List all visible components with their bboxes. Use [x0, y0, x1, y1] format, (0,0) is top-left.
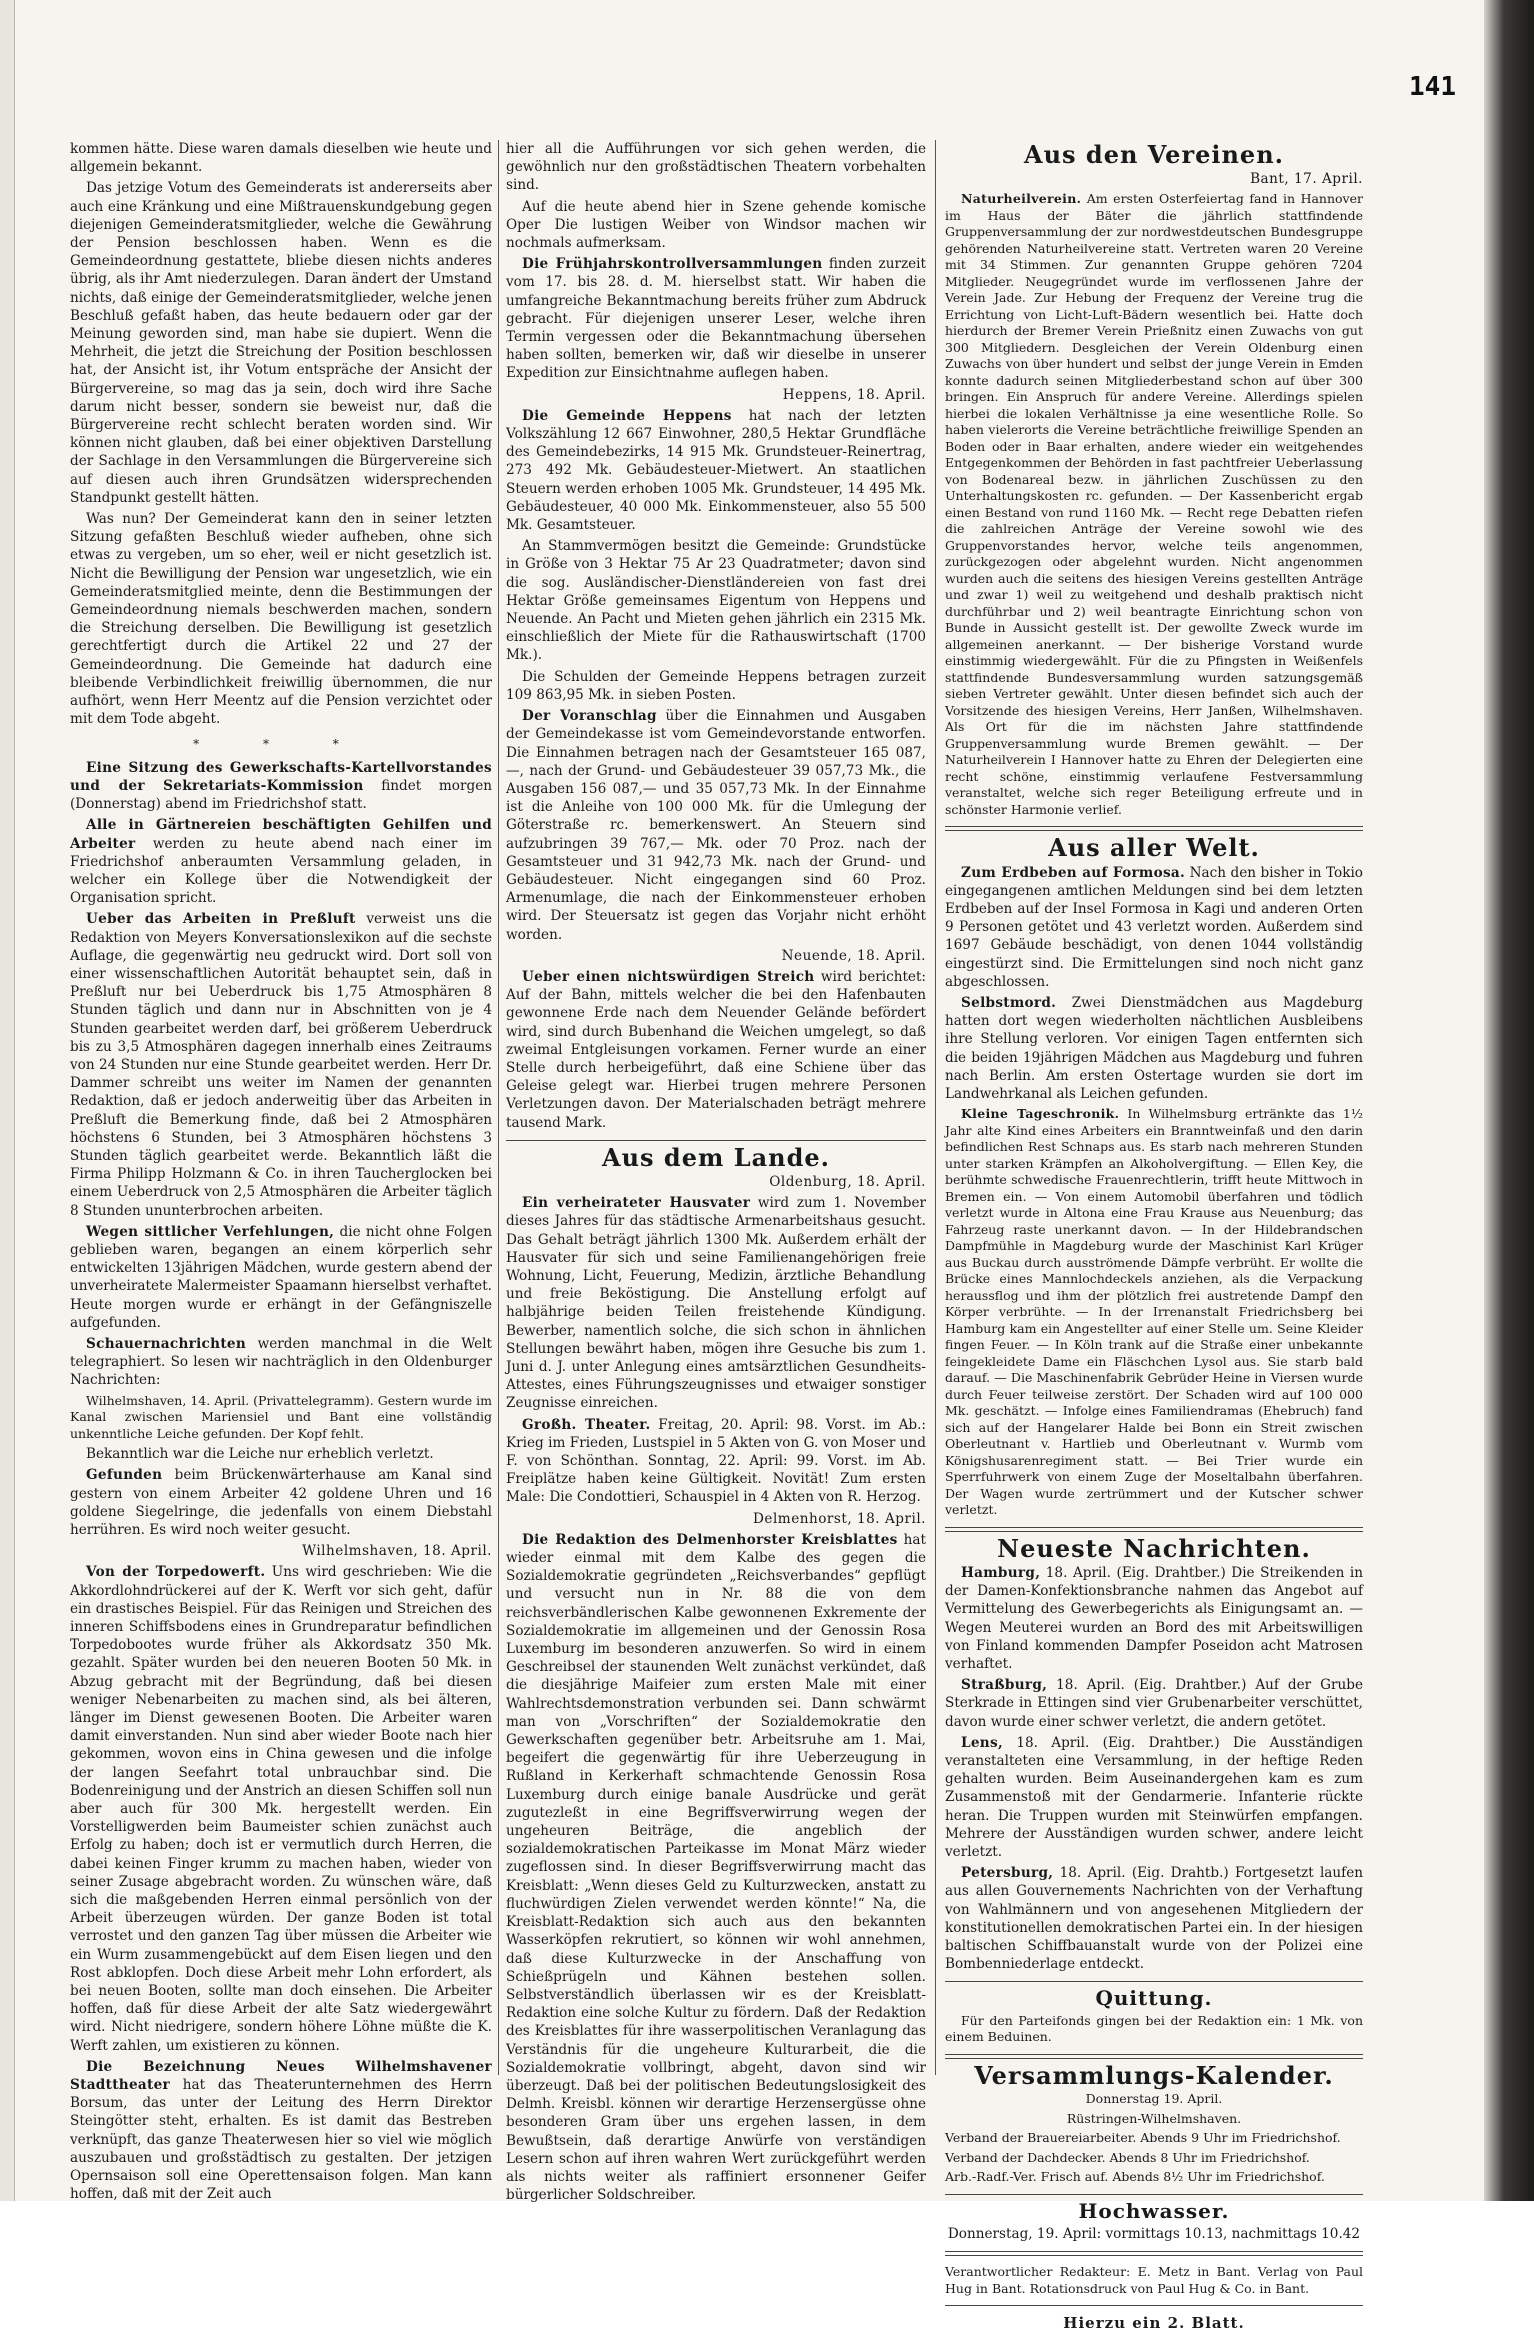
quote-text: Wilhelmshaven, 14. April. (Privattelegramm). Gestern wurde im Kanal zwischen Mariensiel und Bant eine vollständig unkenntliche Leiche gefunden. Der Kopf fehlt.: [70, 1392, 492, 1441]
calendar-entry: Arb.-Radf.-Ver. Frisch auf. Abends 8½ Uhr im Friedrichshof.: [945, 2169, 1325, 2185]
calendar-entry: Verband der Dachdecker. Abends 8 Uhr im Friedrichshof.: [945, 2149, 1310, 2165]
section-divider: [945, 2194, 1363, 2195]
news-item: [945, 1864, 1363, 1973]
news-headline: Straßburg,: [961, 1677, 1048, 1694]
calendar-place: Rüstringen-Wilhelmshaven.: [1066, 2110, 1242, 2126]
dateline: Heppens, 18. April.: [782, 386, 926, 403]
news-item: [945, 1564, 1363, 1673]
news-headline: Wegen sittlicher Verfehlungen,: [86, 1223, 335, 1240]
news-body: hat wieder einmal mit dem Kalbe des gegen die Sozialdemokratie gegründeten „Reichsverbandes“ gepflügt und versucht nun in Nr. 88 die von dem reichsverbändlerischen Kalbe gewonnenen Exkremente der Sozialdemokratie im allgemeinen und der Genossin Rosa Luxemburg im besonderen anzuwerfen. So wird in einem Geschreibsel der staunenden Welt zunächst verkündet, daß die diesjährige Maifeier zum ersten Male mit einer Wahlrechtsdemonstration verbunden sei. Dann schwärmt man von „Vorschriften“ der Sozialdemokratie den Gewerkschaften gegenüber betr. Arbeitsruhe am 1. Mai, begeifert die gegenwärtig für ihre Ueberzeugung in Rußland in Kerkerhaft schmachtende Genossin Rosa Luxemburg durch einige banale Ausdrücke und gerät zugutezleßt in eine Begriffsverwirrung wegen der ungeheuren Beiträge, die angeblich der sozialdemokratischen Parteikasse im Monat März wieder zugeflossen sind. In dieser Begriffsverwirrung macht das Kreisblatt: „Wenn dieses Geld zu Kulturzwecken, anstatt zu fluchwürdigen Zielen verwendet werden könnte!“ Na, die Kreisblatt-Redaktion sich auch aus den bekannten Wasserköpfen rekrutiert, so können wir wohl annehmen, daß diese Kulturzwecke in der Anschaffung von Schießprügeln und Kähnen bestehen sollen. Selbstverständlich überlassen wir es der Kreisblatt-Redaktion eine solche Kultur zu fördern. Daß der Redaktion des Kreisblattes für ihre wasserpolitischen Veranlagung das Verständnis für die ungeheure Kulturarbeit, die die Sozialdemokratie vollbringt, abgeht, davon sind wir überzeugt. Daß bei der politischen Bedeutungslosigkeit des Delmh. Kreisbl. können wir derartige Herzensergüsse ohne besonderen Gram über uns ergehen lassen, in dem Bewußtsein, daß derartige Anwürfe von verständigen Lesern schon auf ihren wahren Wert zurückgeführt werden als nichts weiter als raffiniert ersonnener Geifer bürgerlicher Soldschreiber.: [506, 1531, 926, 2204]
calendar-date: Donnerstag 19. April.: [1085, 2091, 1223, 2107]
dateline: Neuende, 18. April.: [781, 947, 926, 964]
news-item: [506, 1531, 926, 2205]
hochwasser-text: Donnerstag, 19. April: vormittags 10.13, nachmittags 10.42: [947, 2226, 1361, 2243]
news-item: [945, 1676, 1363, 1731]
news-headline: Alle in Gärtnereien beschäftigten Gehilfen und Arbeiter: [70, 817, 492, 852]
news-body: wird zum 1. November dieses Jahres für das städtische Armenarbeitshaus gesucht. Das Gehalt beträgt jährlich 1300 Mk. Außerdem erhält der Hausvater für sich und seine Familienangehörigen freie Wohnung, Licht, Feuerung, Medizin, ärztliche Behandlung und freie Beköstigung. Die Anstellung erfolgt auf halbjährige beiden Teilen freistehende Kündigung. Bewerber, namentlich solche, die sich schon in ähnlichen Stellungen bewährt haben, mögen ihre Gesuche bis zum 1. Juni d. J. unter Anlegung eines amtsärztlichen Gesundheits-Attestes, eines Führungszeugnisses und etwaiger sonstiger Zeugnisse einreichen.: [506, 1195, 926, 1412]
section-heading: Versammlungs-Kalender.: [974, 2060, 1334, 2090]
news-body: 18. April. (Eig. Drahtber.) Die Streikenden in der Damen-Konfektionsbranche nahmen das Angebot auf Vermittelung des Gewerbegerichts als Einigungsamt an. — Wegen Meuterei wurden an Bord des mit Arbeitswilligen von Finland kommenden Dampfer Poseidon acht Matrosen verhaftet.: [945, 1564, 1363, 1672]
dateline: Bant, 17. April.: [1250, 171, 1363, 188]
impressum: Verantwortlicher Redakteur: E. Metz in Bant. Verlag von Paul Hug in Bant. Rotationsdruck von Paul Hug & Co. in Bant.: [945, 2264, 1363, 2296]
section-heading: Aus den Vereinen.: [1023, 140, 1285, 169]
news-item: [506, 1416, 926, 1507]
column-1: [70, 140, 492, 2206]
section-divider: [945, 2305, 1363, 2306]
article-text: Auf die heute abend hier in Szene gehende komische Oper Die lustigen Weiber von Windsor machen wir nochmals aufmerksam.: [506, 198, 926, 252]
news-item: [945, 994, 1363, 1103]
news-body: Zwei Dienstmädchen aus Magdeburg hatten dort wegen wiederholten nächtlichen Ausbleibens ihre Stellung verloren. Vor einigen Tagen entfernten sich die beiden 19jährigen Mädchen aus Magdeburg und fuhren nach Berlin. Am ersten Ostertage wurden sie dort im Landwehrkanal als Leichen gefunden.: [945, 995, 1363, 1103]
section-heading: Quittung.: [1095, 1986, 1213, 2011]
section-heading: Neueste Nachrichten.: [997, 1533, 1311, 1563]
article-text: hier all die Aufführungen vor sich gehen werden, die gewöhnlich nur den großstädtischen Theatern vorbehalten sind.: [506, 141, 926, 194]
news-body: Am ersten Osterfeiertag fand in Hannover im Haus der Bäter die jährlich stattfindende Gruppenversammlung der zur nordwestdeutschen Bundesgruppe gehörenden Naturheilvereine statt. Vertreten waren 20 Vereine mit 34 Stimmen. Zur genannten Gruppe gehören 7204 Mitglieder. Neugegründet wurde im verflossenen Jahre der Verein Jade. Zur Hebung der Frequenz der Vereine trug die Errichtung von Licht-Luft-Bädern wesentlich bei. Hatte doch hierdurch der Bremer Verein Prießnitz einen Zuwachs von gut 300 Mitgliedern. Desgleichen der Verein Oldenburg einen Zuwachs von über hundert und selbst der junge Verein in Emden konnte dadurch seinen Mitgliederbestand schon auf über 300 bringen. Ein Anspruch für andere Vereine. Allerdings spielen hierbei die lokalen Verhältnisse ja eine wesentliche Rolle. So haben vielerorts die Vereine beträchtliche freiwillige Spenden an Boden oder in Baar erhalten, andere wieder ein weitgehendes Entgegenkommen der Behörden in fast pachtfreier Ueberlassung von Bodenareal bezw. in jährlichen Zuschüssen zu den Unterhaltungskosten rc. gefunden. — Der Kassenbericht ergab einen Bestand von rund 1160 Mk. — Recht rege Debatten riefen die zahlreichen Anträge der Vereine sowohl wie des Gruppenvorstandes hervor, welche teils angenommen, zurückgezogen oder abgelehnt wurden. Nicht angenommen wurden auch die seitens des hiesigen Vereins gestellten Anträge und zwar 1) weil zu weitgehend und deshalb praktisch nicht durchführbar und 2) weil beantragte Einrichtung schon von Bunde in Aussicht gestellt ist. Der gewollte Zweck wurde im allgemeinen anerkannt. — Der bisherige Vorstand wurde einstimmig wiedergewählt. Für die zu Pfingsten in Weißenfels stattfindende Bundesversammlung wurden satzungsgemäß sieben Vertreter gewählt. Unter diesen befindet sich auch der Vorsitzende des hiesigen Vereins, Herr Janßen, Wilhelmshaven. Als Ort für die im nächsten Jahre stattfindende Gruppenversammlung wurde Bremen gewählt. — Der Naturheilverein I Hannover hatte zu Ehren der Delegierten eine recht schöne, einstimmig verlaufene Festversammlung veranstaltet, welche sich reger Beteiligung erfreute und in schönster Harmonie verlief.: [945, 191, 1363, 817]
news-headline: Naturheilverein.: [961, 191, 1082, 207]
news-body: beim Brückenwärterhause am Kanal sind gestern von einem Arbeiter 42 goldene Uhren und 16 goldene Siegelringe, die jedenfalls von einem Diebstahl herrühren. Es wird noch weiter gesucht.: [70, 1467, 492, 1538]
news-item: [70, 910, 492, 1219]
news-headline: Die Redaktion des Delmenhorster Kreisblattes: [522, 1531, 898, 1548]
news-body: 18. April. (Eig. Drahtb.) Fortgesetzt laufen aus allen Gouvernements Nachrichten von der Verhaftung von Wahlmännern und von angesehenen Mitgliedern der konstitutionellen demokratischen Partei ein. In der hiesigen baltischen Schiffbauanstalt wurde von der Polizei eine Bombenniederlage entdeckt.: [945, 1865, 1363, 1973]
news-headline: Eine Sitzung des Gewerkschafts-Kartellvorstandes und der Sekretariats-Kommission: [70, 759, 492, 794]
page-number: 141: [1409, 72, 1456, 102]
news-item: [70, 1466, 492, 1539]
news-body: hat nach der letzten Volkszählung 12 667 Einwohner, 280,5 Hektar Grundfläche des Gemeindebezirks, 14 915 Mk. Grundsteuer-Reinertrag, 273 492 Mk. Gebäudesteuer-Mietwert. An staatlichen Steuern werden erhoben 1005 Mk. Grundsteuer, 14 495 Mk. Gebäudesteuer, 40 000 Mk. Einkommensteuer, also 55 500 Mk. Gesamtsteuer.: [506, 407, 927, 534]
news-headline: Die Bezeichnung Neues Wilhelmshavener Stadttheater: [70, 2058, 492, 2094]
news-body: hat das Theaterunternehmen des Herrn Borsum, das unter der Leitung des Herrn Direktor Steingötter steht, erhalten. Es ist damit das Bestreben verknüpft, das ganze Theaterwesen hier so viel wie möglich auszubauen und großstädtisch zu gestalten. Der jetzigen Opernsaison soll eine Operettensaison folgen. Man kann hoffen, daß mit der Zeit auch: [70, 2077, 493, 2203]
news-body: Uns wird geschrieben: Wie die Akkordlohndrückerei auf der K. Werft vor sich geht, dafür ein drastisches Beispiel. Für das Reinigen und Streichen des inneren Schiffsbodens eines in Grundreparatur befindlichen Torpedobootes wurde früher als Akkordsatz 350 Mk. gezahlt. Später wurden bei den neueren Booten 50 Mk. in Abzug gebracht mit der Begründung, daß bei diesen weniger Nebenarbeiten zu machen sind, als bei älteren, länger im Dienst gewesenen Booten. Die Arbeiter waren damit einverstanden. Nun sind aber wieder Boote nach hier gekommen, wovon eins in China gewesen und die infolge der langen Seefahrt total unbrauchbar sind. Die Bodenreinigung und der Anstrich an diesen Schiffen soll nun aber auch für 300 Mk. hergestellt werden. Ein Vorstelligwerden beim Baumeister schien zunächst auch Erfolg zu haben; doch ist er vermutlich durch Herren, die dabei keinen Finger krumm zu machen haben, wieder von seiner Zusage abgebracht worden. Zu wünschen wäre, daß sich die maßgebenden Herren einmal persönlich von der Arbeit überzeugen würden. Der ganze Boden ist total verrostet und den ganzen Tag über müssen die Arbeiter wie ein Wurm zusammengebückt auf dem Eisen liegen und den Rost abklopfen. Doch diese Arbeit mehr Lohn erfordert, als bei neuen Booten, sollte man doch einsehen. Die Arbeiter hoffen, daß für diese Arbeit der alte Satz wiedergewährt wird. Nicht niedrigere, sondern höhere Löhne müßte die K. Werft zahlen, um existieren zu können.: [70, 1564, 492, 2054]
news-body: die nicht ohne Folgen geblieben waren, begangen an einem körperlich sehr entwickelten 13jährigen Mädchen, wurde gestern abend der unverheiratete Malermeister Spaamann hierselbst verhaftet. Heute morgen wurde er erhängt in der Gefängniszelle aufgefunden.: [70, 1223, 492, 1331]
news-item: [70, 759, 492, 814]
news-headline: Petersburg,: [961, 1865, 1054, 1882]
article-text: Die Schulden der Gemeinde Heppens betragen zurzeit 109 863,95 Mk. in sieben Posten.: [506, 668, 926, 703]
section-divider: [945, 826, 1363, 831]
news-item: [70, 2058, 492, 2204]
section-heading: Hochwasser.: [1078, 2198, 1230, 2223]
news-body: 18. April. (Eig. Drahtber.) Die Ausständigen veranstalteten eine Versammlung, in der heftige Reden gehalten wurden. Beim Auseinandergehen kam es zum Zusammenstoß mit der Gendarmerie. Infanterie rückte heran. Die Truppen wurden mit Steinwürfen empfangen. Mehrere der Ausständigen wurden schwer, andere leicht verletzt.: [945, 1734, 1364, 1860]
news-headline: Ueber das Arbeiten in Preßluft: [86, 911, 356, 928]
footer-note: Hierzu ein 2. Blatt.: [1063, 2314, 1245, 2333]
news-headline: Die Gemeinde Heppens: [522, 407, 732, 424]
news-body: werden manchmal in die Welt telegraphiert. So lesen wir nachträglich in den Oldenburger Nachrichten:: [70, 1336, 493, 1389]
article-text: Das jetzige Votum des Gemeinderats ist andererseits aber auch eine Kränkung und eine Mißtrauenskundgebung gegen diejenigen Gemeinderatsmitglieder, welche die Gewährung der Pension beschlossen haben. Wenn es die Gemeindeordnung gestattete, bliebe diesen nichts anderes übrig, als ihr Amt niederzulegen. Daran ändert der Umstand nichts, daß einige der Gemeinderatsmitglieder, welche jenen Beschluß gefaßt haben, das heute bedauern oder gar der Meinung geworden sind, man habe sie dupiert. Wenn die Mehrheit, die jetzt die Streichung der Position beschlossen hat, der Ansicht ist, ihr Votum entspräche der Ansicht der Bürgervereine, so mag das ja sein, doch wird ihre Sache darum nicht besser, sondern sie beweist nur, daß die Bürgervereine recht schlecht beraten worden sind. Wir können nicht glauben, daß bei einer objektiven Darstellung der Sachlage in den Versammlungen die Bürgervereine sich auf diesen auch ihren Grundsätzen widersprechenden Standpunkt gestellt hätten.: [70, 180, 492, 506]
news-item: [70, 1335, 492, 1390]
section-divider: [506, 1140, 926, 1141]
news-body: verweist uns die Redaktion von Meyers Konversationslexikon auf die sechste Auflage, die gegenwärtig neu gedruckt wird. Dort soll von einer wissenschaftlichen Autorität behauptet sein, daß in Preßluft nur bei Ueberdruck bis 1,75 Atmosphären 8 Stunden täglich und dann nur in Abschnitten von je 4 Stunden gearbeitet werden darf, bei größerem Ueberdruck bis zu 3,5 Atmosphären dagegen innerhalb eines Zeitraums von 24 Stunden nur eine Stunde gearbeitet werden. Herr Dr. Dammer schreibt uns weiter im Namen der genannten Redaktion, daß er jedoch anderweitig über das Arbeiten in Preßluft die Bemerkung finde, daß bei 2 Atmosphären höchstens 6 Stunden, bei 3 Atmosphären höchstens 3 Stunden täglich gearbeitet werde. Bekanntlich läßt die Firma Philipp Holzmann & Co. in ihren Taucherglocken bei einem Ueberdruck von 2,5 Atmosphären die Arbeiter täglich 8 Stunden ununterbrochen arbeiten.: [70, 911, 493, 1219]
quittung-text: Für den Parteifonds gingen bei der Redaktion ein: 1 Mk. von einem Beduinen.: [945, 2012, 1363, 2045]
section-divider: [945, 2251, 1363, 2256]
news-headline: Von der Torpedowerft.: [86, 1564, 266, 1581]
news-item: [70, 816, 492, 907]
section-heading: Aus aller Welt.: [1048, 833, 1260, 863]
page-edge: [0, 0, 15, 2201]
section-divider: [945, 1527, 1363, 1532]
column-2: [506, 140, 926, 2207]
news-body: werden zu heute abend nach einer im Friedrichshof anberaumten Versammlung geladen, in welcher ein Kollege über die Notwendigkeit der Organisation spricht.: [70, 835, 492, 907]
news-item: [945, 864, 1363, 991]
book-binding: [1484, 0, 1534, 2201]
news-headline: Zum Erdbeben auf Formosa.: [961, 864, 1186, 881]
section-divider: [945, 2054, 1363, 2059]
news-body: Nach den bisher in Tokio eingegangenen amtlichen Meldungen sind bei dem letzten Erdbeben auf der Insel Formosa in Kagi und anderen Orten 9 Personen getötet und 43 verletzt worden. Außerdem sind 1697 Gebäude beschädigt, von denen 1044 vollständig eingestürzt sind. Die Ermittelungen sind noch nicht ganz abgeschlossen.: [945, 864, 1363, 990]
news-item: [506, 707, 926, 944]
news-body: wird berichtet: Auf der Bahn, mittels welcher die bei den Hafenbauten gewonnene Erde nach dem Neuender Gelände befördert wird, sind durch Bubenhand die Weichen umgelegt, so daß zweimal Entgleisungen vorkamen. Ferner wurde an einer Stelle durch herbeigeführt, daß eine Schiene über das Geleise gelegt war. Hierbei trugen mehrere Personen Verletzungen davon. Der Materialschaden beträgt mehrere tausend Mark.: [506, 968, 926, 1131]
dateline: Wilhelmshaven, 18. April.: [302, 1543, 492, 1560]
article-text: kommen hätte. Diese waren damals dieselben wie heute und allgemein bekannt.: [70, 141, 492, 176]
column-rule: [498, 140, 499, 2075]
news-headline: Schauernachrichten: [86, 1336, 247, 1352]
news-headline: Lens,: [961, 1734, 1003, 1751]
news-headline: Großh. Theater.: [522, 1416, 651, 1433]
news-headline: Gefunden: [86, 1467, 163, 1484]
article-text: Was nun? Der Gemeinderat kann den in seiner letzten Sitzung gefaßten Beschluß wieder aufheben, ohne sich etwas zu vergeben, um so eher, weil er nicht gesetzlich ist. Nicht die Bewilligung der Pension war ungesetzlich, wie ein Gemeinderatsmitglied meinte, denn die Bestimmungen der Gemeindeordnung niemals beschwerden machen, sondern die Streichung derselben. Die Bewilligung ist gesetzlich gerechtfertigt durch die Artikel 22 und 27 der Gemeindeordnung. Die Gemeinde hat dadurch eine bleibende Verbindlichkeit freiwillig übernommen, die nur aufhört, wenn Herr Meentz auf die Pension verzichtet oder mit dem Tode abgeht.: [70, 511, 492, 728]
news-headline: Die Frühjahrskontrollversammlungen: [522, 256, 823, 273]
news-headline: Ein verheirateter Hausvater: [522, 1195, 751, 1212]
news-body: 18. April. (Eig. Drahtber.) Auf der Grube Sterkrade in Ettingen sind vier Grubenarbeiter verschüttet, davon wurde einer schwer verletzt, die andern getötet.: [945, 1677, 1363, 1730]
article-text: Bekanntlich war die Leiche nur erheblich verletzt.: [86, 1446, 434, 1463]
separator-stars: * * *: [193, 736, 369, 751]
news-headline: Der Voranschlag: [522, 708, 657, 725]
column-rule: [935, 140, 936, 2075]
news-body: findet morgen (Donnerstag) abend im Friedrichshof statt.: [70, 777, 492, 813]
calendar-entry: Verband der Brauereiarbeiter. Abends 9 Uhr im Friedrichshof.: [945, 2130, 1341, 2146]
news-item: [70, 1563, 492, 2054]
news-item: [70, 1223, 492, 1332]
article-text: An Stammvermögen besitzt die Gemeinde: Grundstücke in Größe von 3 Hektar 75 Ar 23 Quadratmeter; davon sind die sog. Ausländischer-Dienstländereien von fast drei Hektar Größe gemeinsames Eigentum von Heppens und Neuende. An Pacht und Mieten gehen jährlich ein 2315 Mk. einschließlich der Miete für die Rathauswirtschaft (1700 Mk.).: [506, 538, 926, 664]
news-headline: Kleine Tageschronik.: [961, 1106, 1120, 1122]
news-item: [945, 1734, 1363, 1861]
column-3: [945, 140, 1363, 2333]
news-item: [506, 1194, 926, 1412]
news-headline: Hamburg,: [961, 1564, 1041, 1581]
dateline: Delmenhorst, 18. April.: [753, 1510, 926, 1527]
news-item: [506, 968, 926, 1132]
news-body: über die Einnahmen und Ausgaben der Gemeindekasse ist vom Gemeindevorstande entworfen. Die Einnahmen betragen nach der Gesamtsteuer 165 087,—, nach der Grund- und Gebäudesteuer 39 057,73 Mk., die Ausgaben 156 087,— und 35 057,73 Mk. In der Einnahme ist die Anleihe von 100 000 Mk. für die Umlegung der Göterstraße rc. bemerkenswert. An Steuern sind aufzubringen 39 767,— Mk. oder 70 Proz. nach der Gesamtsteuer und 31 942,73 Mk. nach der Grund- und Gebäudesteuer. Nicht eingegangen sind 60 Proz. Armenumlage, die nach der Einkommensteuer erhoben wird. Der Steuersatz ist gegen das Vorjahr nicht erhöht worden.: [506, 708, 926, 943]
news-item: [945, 1106, 1363, 1519]
dateline: Oldenburg, 18. April.: [769, 1173, 926, 1190]
section-heading: Aus dem Lande.: [601, 1142, 831, 1172]
news-item: [945, 191, 1363, 818]
news-headline: Selbstmord.: [961, 995, 1057, 1012]
news-item: [506, 407, 926, 534]
news-body: In Wilhelmsburg ertränkte das 1½ Jahr alte Kind eines Arbeiters ein Branntweinfaß und den darin befindlichen Rest Schnaps aus. Es starb nach mehreren Stunden unter starken Krämpfen an Alkoholvergiftung. — Ellen Key, die berühmte schwedische Frauenrechtlerin, trifft heute Mittwoch in Bremen ein. — Von einem Automobil überfahren und tödlich verletzt wurde in Altona eine Frau Krause aus Neuenburg; das Fahrzeug raste unerkannt davon. — In der Hildebrandschen Dampfmühle in Magdeburg wurde der Maschinist Karl Krüger aus Buckau durch ausströmende Dämpfe verbrüht. Er wollte die Brücke eines Mannlochdeckels anziehen, als die Verpackung heraussflog und ihm der plötzlich frei austretende Dampf den Körper verbrühte. — In der Irrenanstalt Friedrichsberg bei Hamburg kam ein Angestellter auf einer Stelle um. Seine Kleider fingen Feuer. — In Köln trank auf die Straße einer unbekannte feingekleidete Dame ein Fläschchen Lysol aus. Sie starb bald darauf. — Die Maschinenfabrik Gebrüder Heine in Viersen wurde durch Feuer teilweise zerstört. Der Schaden wird auf 100 000 Mk. geschätzt. — Infolge eines Familiendramas (Ehebruch) fand sich auf der Hangelarer Halde bei Bonn ein Streit zwischen Oberleutnant v. Hartlieb und Oberleutnant v. Wurmb vom Königshusarenregiment statt. — Bei Trier wurde ein Sperrfuhrwerk von einem Zuge der Moseltalbahn überfahren. Der Wagen wurde zertrümmert und der Kutscher schwer verletzt.: [945, 1106, 1363, 1518]
news-body: finden zurzeit vom 17. bis 28. d. M. hierselbst statt. Wir haben die umfangreiche Bekanntmachung bereits früher zum Abdruck gebracht. Für diejenigen unserer Leser, welche ihren Termin vergessen oder die Bekanntmachung übersehen haben sollten, bemerken wir, daß wir dieselbe in unserer Expedition zur Einsichtnahme auflegen haben.: [506, 256, 926, 382]
news-item: [506, 255, 926, 382]
section-divider: [945, 1981, 1363, 1982]
news-body: Freitag, 20. April: 98. Vorst. im Ab.: Krieg im Frieden, Lustspiel in 5 Akten von G. von Moser und F. von Schönthan. Sonntag, 22. April: 99. Vorst. im Ab. Freiplätze haben keine Gültigkeit. Novität! Zum ersten Male: Die Condottieri, Schauspiel in 4 Akten von R. Herzog.: [506, 1416, 927, 1506]
news-headline: Ueber einen nichtswürdigen Streich: [522, 968, 815, 985]
